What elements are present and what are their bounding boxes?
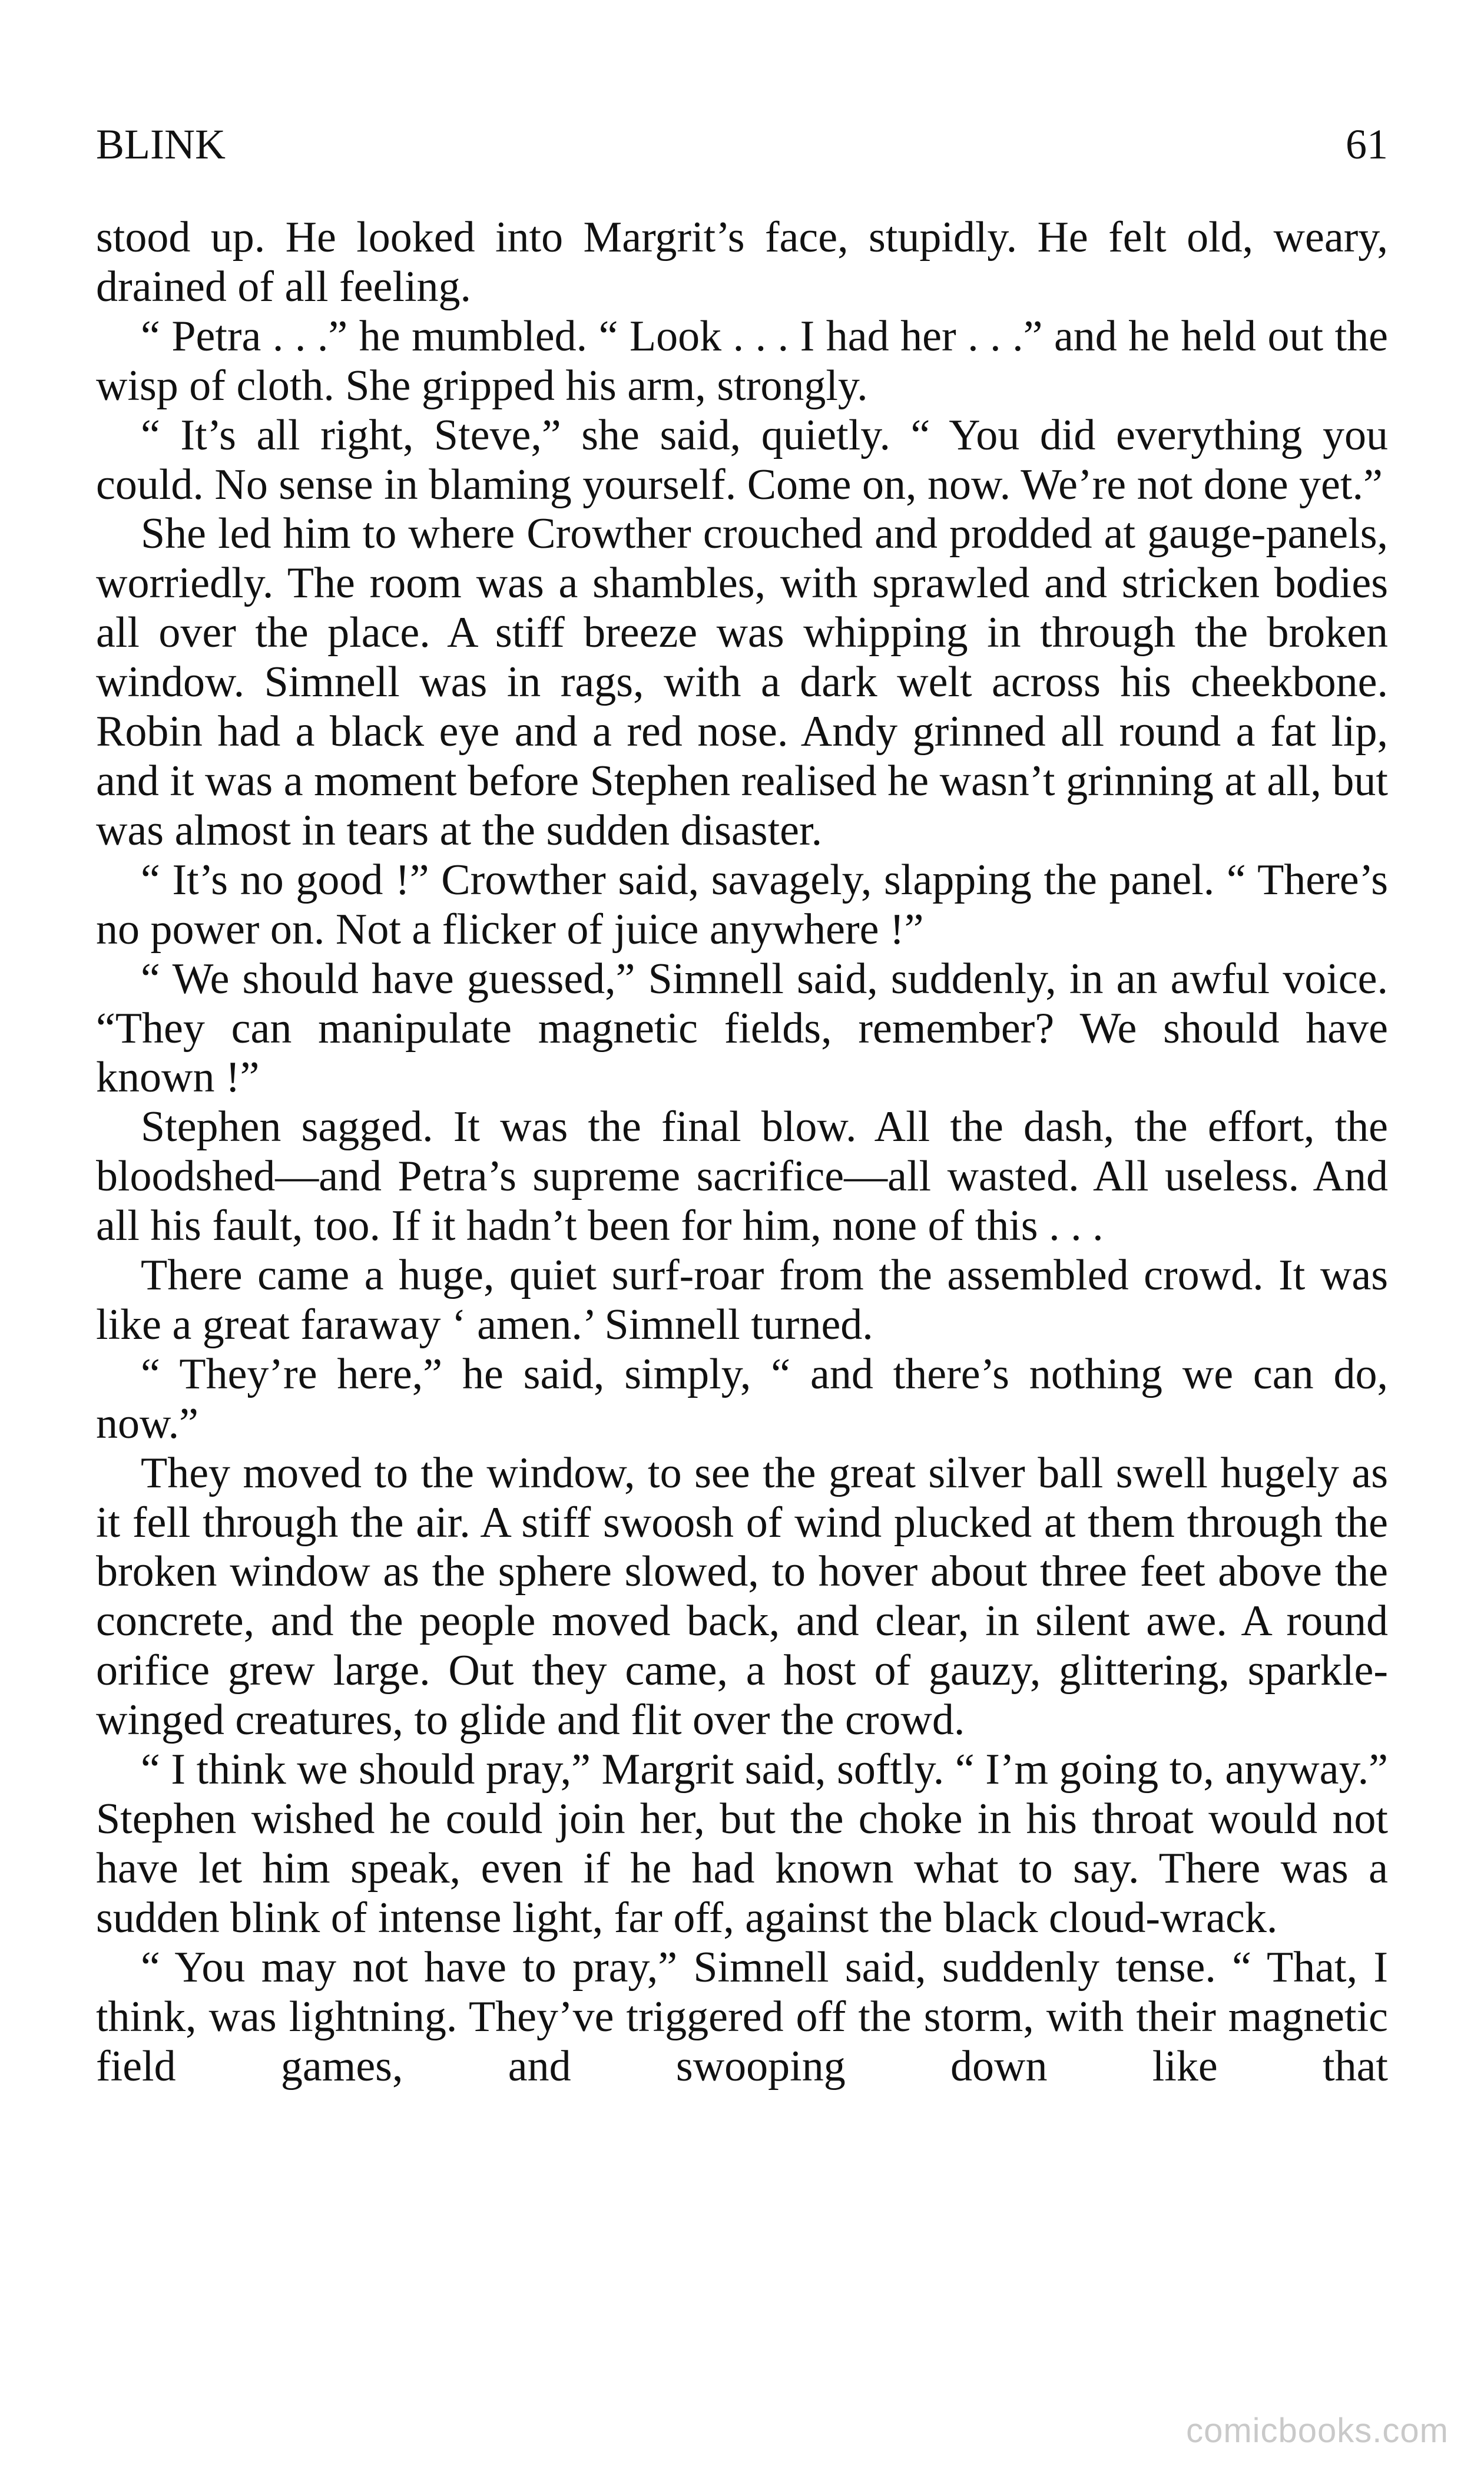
- paragraph: stood up. He looked into Margrit’s face, stupidly. He felt old, weary, drained of all feeling.: [96, 213, 1388, 311]
- paragraph: “ You may not have to pray,” Simnell said, suddenly tense. “ That, I think, was lightning. They’ve triggered off the storm, with their magnetic field games, and swooping down like that: [96, 1943, 1388, 2091]
- paragraph: “ I think we should pray,” Margrit said, softly. “ I’m going to, anyway.” Stephen wished he could join her, but the choke in his throat would not have let him speak, even if he had known what to say. There was a sudden blink of intense light, far off, against the black cloud-wrack.: [96, 1745, 1388, 1942]
- paragraph: They moved to the window, to see the great silver ball swell hugely as it fell through the air. A stiff swoosh of wind plucked at them through the broken window as the sphere slowed, to hover about three feet above the concrete, and the people moved back, and clear, in silent awe. A round orifice grew large. Out they came, a host of gauzy, glittering, sparkle-winged creatures, to glide and flit over the crowd.: [96, 1448, 1388, 1745]
- paragraph: “ It’s no good !” Crowther said, savagely, slapping the panel. “ There’s no power on. Not a flicker of juice anywhere !”: [96, 855, 1388, 954]
- watermark: comicbooks.com: [1186, 2412, 1449, 2450]
- paragraph: “ Petra . . .” he mumbled. “ Look . . . I had her . . .” and he held out the wisp of cloth. She gripped his arm, strongly.: [96, 312, 1388, 410]
- paragraph: “ It’s all right, Steve,” she said, quietly. “ You did everything you could. No sense in blaming yourself. Come on, now. We’re not done yet.”: [96, 411, 1388, 509]
- paragraph: “ We should have guessed,” Simnell said, suddenly, in an awful voice. “They can manipulate magnetic fields, remember? We should have known !”: [96, 954, 1388, 1102]
- paragraph: “ They’re here,” he said, simply, “ and there’s nothing we can do, now.”: [96, 1350, 1388, 1448]
- page-number: 61: [1346, 121, 1388, 168]
- body-text: [96, 213, 1388, 2091]
- running-head-title: BLINK: [96, 121, 226, 168]
- paragraph: She led him to where Crowther crouched and prodded at gauge-panels, worriedly. The room was a shambles, with sprawled and stricken bodies all over the place. A stiff breeze was whipping in through the broken window. Simnell was in rags, with a dark welt across his cheekbone. Robin had a black eye and a red nose. Andy grinned all round a fat lip, and it was a moment before Stephen realised he wasn’t grinning at all, but was almost in tears at the sudden disaster.: [96, 510, 1388, 855]
- paragraph: There came a huge, quiet surf-roar from the assembled crowd. It was like a great faraway ‘ amen.’ Simnell turned.: [96, 1251, 1388, 1349]
- running-head: [96, 115, 1388, 174]
- paragraph: Stephen sagged. It was the final blow. All the dash, the effort, the bloodshed—and Petra’s supreme sacrifice—all wasted. All useless. And all his fault, too. If it hadn’t been for him, none of this . . .: [96, 1103, 1388, 1251]
